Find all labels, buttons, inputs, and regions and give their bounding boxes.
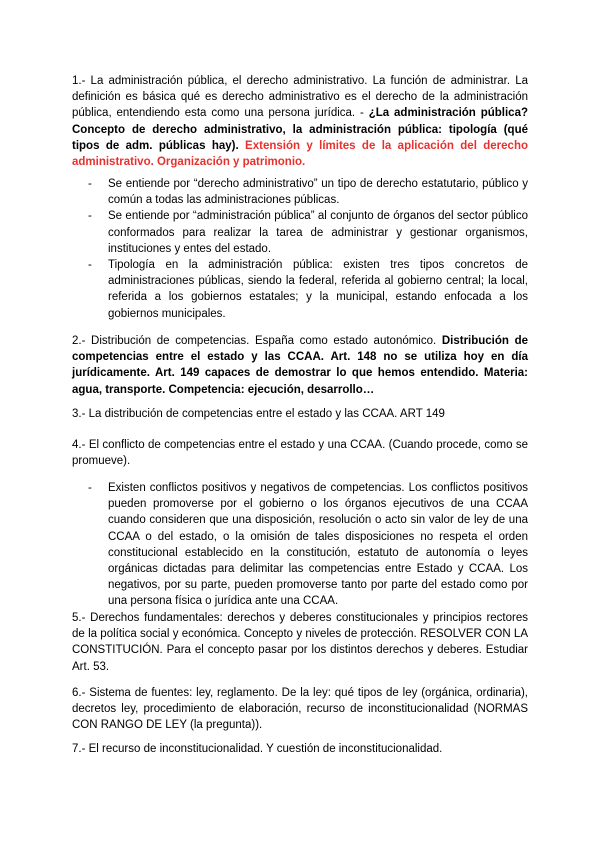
section-5-paragraph: 5.- Derechos fundamentales: derechos y deberes constitucionales y principios rectores de la política social y económica. Concepto y niveles de protección. RESOLVER CON LA CONSTITUCIÓN. Para el concepto pasar por los distintos derechos y deberes. Estudiar Art. 53. — [72, 612, 528, 673]
section-4-bullet-list — [88, 480, 528, 610]
bullet-item: - Existen conflictos positivos y negativos de competencias. Los conflictos positivos pueden promoverse por el gobierno o los órganos ejecutivos de una CCAA cuando consideren que una disposición, resolución o acto sin valor de ley de una CCAA o del estado, o la omisión de tales disposiciones no respeta el orden constitucional establecido en la constitución, estatuto de autonomía o leyes orgánicas dictadas para delimitar las competencias entre Estado y CCAA. Los negativos, por su parte, pueden promoverse tanto por parte del estado como por una persona física o jurídica ante una CCAA. — [88, 480, 528, 610]
bullet-item: - Tipología en la administración pública: existen tres tipos concretos de administraciones públicas, siendo la federal, referida al gobierno central; la local, referida a los gobiernos estatales; y la municipal, estando enfocada a los gobiernos municipales. — [88, 257, 528, 322]
section-4-paragraph: 4.- El conflicto de competencias entre el estado y una CCAA. (Cuando procede, como se promueve). — [72, 439, 528, 468]
section-3-paragraph: 3.- La distribución de competencias entre el estado y las CCAA. ART 149 — [72, 408, 445, 420]
section-7-paragraph: 7.- El recurso de inconstitucionalidad. Y cuestión de inconstitucionalidad. — [72, 743, 443, 755]
section-6-paragraph: 6.- Sistema de fuentes: ley, reglamento. De la ley: qué tipos de ley (orgánica, ordinaria), decretos ley, procedimiento de elaboración, recurso de inconstitucionalidad (NORMAS CON RANGO DE LEY (la pregunta)). — [72, 687, 528, 732]
section-1-text: 1.- La administración pública, el derecho administrativo. La función de administrar. La definición es básica qué es derecho administrativo es el derecho de la administración pública, entendiendo esta como una persona jurídica. - — [72, 75, 528, 120]
section-1-bold-text: ¿La administración pública? Concepto de derecho administrativo, la administración pública: tipología (qué tipos de adm. públicas hay). — [72, 107, 528, 152]
section-1-bullet-list — [88, 176, 528, 322]
section-2-bold-text: Distribución de competencias entre el estado y las CCAA. Art. 148 no se utiliza hoy en día jurídicamente. Art. 149 capaces de demostrar lo que hemos entendido. Materia: agua, transporte. Competencia: ejecución, desarrollo… — [72, 335, 528, 396]
section-1-red-text: Extensión y límites de la aplicación del derecho administrativo. Organización y patrimonio. — [72, 139, 528, 169]
section-2-paragraph — [72, 333, 528, 398]
bullet-item: - Se entiende por “administración pública” al conjunto de órganos del sector público conformados para realizar la tarea de administrar y gestionar organismos, instituciones y entes del estado. — [88, 208, 528, 257]
section-2-text: 2.- Distribución de competencias. España como estado autonómico. — [72, 335, 442, 347]
section-1-paragraph — [72, 73, 528, 170]
bullet-item: - Se entiende por “derecho administrativo” un tipo de derecho estatutario, público y común a todas las administraciones públicas. — [88, 176, 528, 208]
